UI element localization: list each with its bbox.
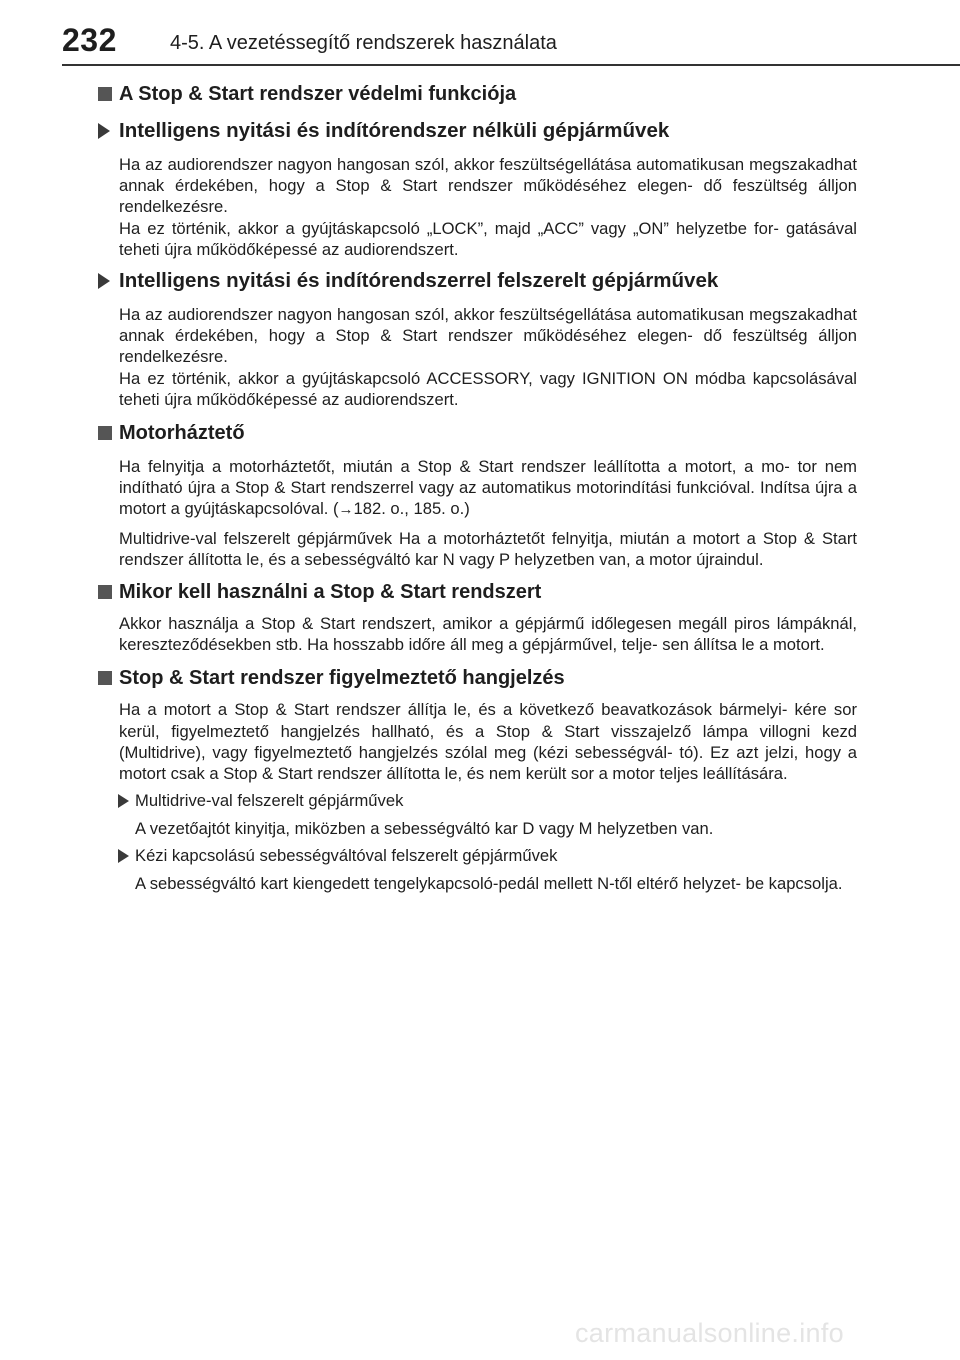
- paragraph: Ha ez történik, akkor a gyújtáskapcsoló „LOCK”, majd „ACC” vagy „ON” helyzetbe for- gatásával teheti újra működőképessé az audiorendszert.: [119, 218, 857, 259]
- paragraph: Ha felnyitja a motorháztetőt, miután a Stop & Start rendszer leállította a motort, a mo- tor nem indítható újra a Stop & Start rendszerrel vagy az automatikus motorindítási funkcióval. Indítsa újra a motort a gyújtáskapcsolóval. (→182. o., 185. o.): [119, 457, 857, 519]
- paragraph: Ha az audiorendszer nagyon hangosan szól, akkor feszültségellátása automatikusan megszakadhat annak érdekében, hogy a Stop & Start rendszer működéséhez elegen- dő feszültség álljon rendelkezésre.: [119, 155, 857, 217]
- watermark: carmanualsonline.info: [575, 1318, 844, 1348]
- paragraph: Ha ez történik, akkor a gyújtáskapcsoló ACCESSORY, vagy IGNITION ON módba kapcsolásával teheti újra működőképessé az audiorendszert.: [119, 368, 857, 409]
- paragraph: Ha a motort a Stop & Start rendszer állítja le, és a következő beavatkozások bármelyi- kére sor kerül, figyelmeztető hangjelzés hallható, és a Stop & Start visszajelző lámpa villogni kezd (Multidrive), vagy figyelmeztető hangjelzés szólal meg (kézi sebességvál- tó). Ez azt jelzi, hogy a motort csak a Stop & Start rendszer állította le, és nem került sor a motor teljes leállítására.: [119, 700, 857, 784]
- header-rule: [62, 64, 960, 66]
- arrow-icon: →: [338, 501, 354, 519]
- square-bullet-icon: [98, 87, 112, 101]
- paragraph: Akkor használja a Stop & Start rendszert, amikor a gépjármű időlegesen megáll piros lámpáknál, kereszteződésekben stb. Ha hosszabb időre áll meg a gépjárművel, telje- sen állítsa le a motort.: [119, 614, 857, 655]
- triangle-bullet-icon: [118, 849, 129, 863]
- triangle-bullet-icon: [98, 123, 110, 139]
- square-bullet-icon: [98, 426, 112, 440]
- paragraph: A vezetőajtót kinyitja, miközben a sebességváltó kar D vagy M helyzetben van.: [135, 819, 714, 839]
- bullet-multidrive: Multidrive-val felszerelt gépjárművek: [97, 790, 857, 812]
- subheading-with-smart-key: Intelligens nyitási és indítórendszerrel felszerelt gépjárművek: [97, 267, 857, 295]
- page-number: 232: [62, 22, 117, 58]
- square-bullet-icon: [98, 671, 112, 685]
- chapter-title: 4-5. A vezetéssegítő rendszerek használata: [170, 32, 557, 54]
- page-content: [97, 78, 857, 895]
- paragraph: A sebességváltó kart kiengedett tengelykapcsoló-pedál mellett N-től eltérő helyzet- be kapcsolja.: [135, 874, 843, 894]
- subheading-without-smart-key: Intelligens nyitási és indítórendszer nélküli gépjárművek: [97, 117, 857, 145]
- section-heading-when-to-use: Mikor kell használni a Stop & Start rendszert: [97, 578, 857, 606]
- square-bullet-icon: [98, 585, 112, 599]
- paragraph: Ha az audiorendszer nagyon hangosan szól, akkor feszültségellátása automatikusan megszakadhat annak érdekében, hogy a Stop & Start rendszer működéséhez elegen- dő feszültség álljon rendelkezésre.: [119, 305, 857, 367]
- triangle-bullet-icon: [118, 794, 129, 808]
- section-heading-warning-buzzer: Stop & Start rendszer figyelmeztető hangjelzés: [97, 664, 857, 692]
- section-heading-protection: A Stop & Start rendszer védelmi funkciója: [97, 80, 857, 108]
- triangle-bullet-icon: [98, 273, 110, 289]
- paragraph: Multidrive-val felszerelt gépjárművek Ha a motorháztetőt felnyitja, miután a motort a Stop & Start rendszer állította le, és a sebességváltó kar N vagy P helyzetben van, a motor újraindul.: [119, 528, 857, 569]
- section-heading-hood: Motorháztető: [97, 419, 857, 447]
- page-header: [0, 0, 960, 66]
- bullet-manual-transmission: Kézi kapcsolású sebességváltóval felszerelt gépjárművek: [97, 845, 857, 867]
